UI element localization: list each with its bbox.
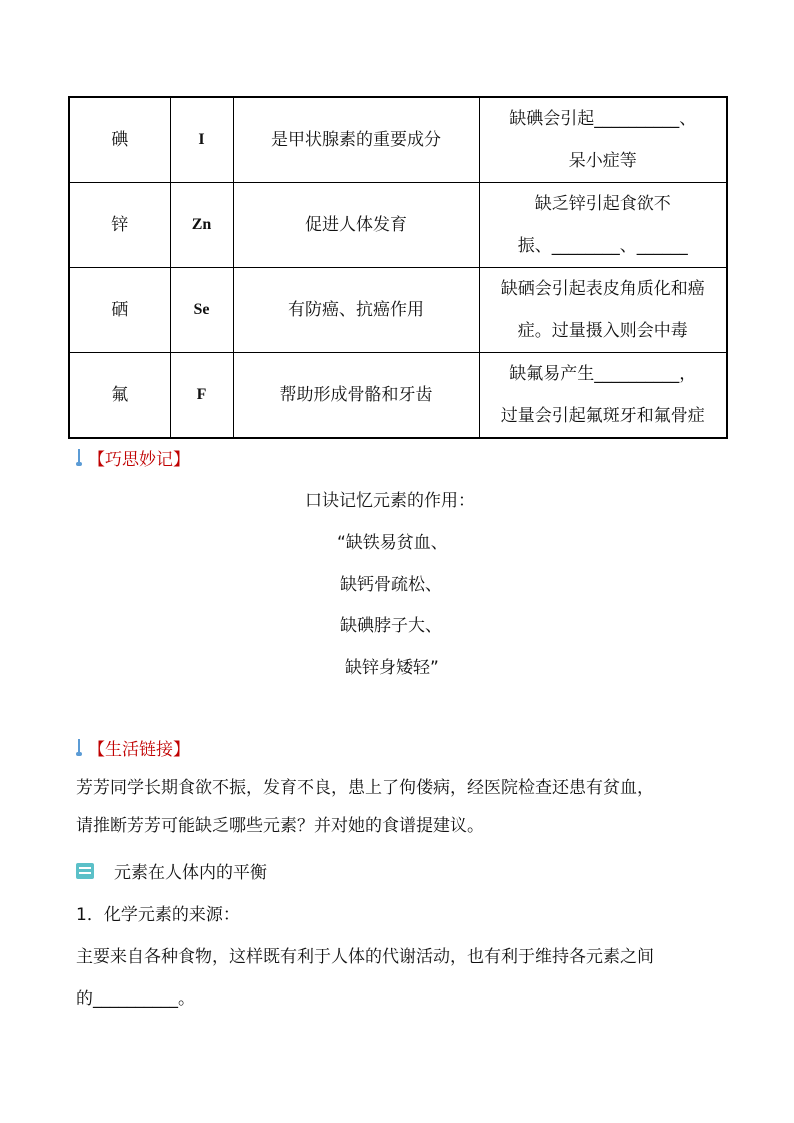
- deficiency-line: 症。过量摄入则会中毒: [517, 321, 688, 341]
- element-role: 促进人体发育: [233, 183, 479, 268]
- element-role: 是甲状腺素的重要成分: [233, 97, 479, 183]
- table-row: [69, 183, 727, 268]
- mnemonic-intro: 口诀记忆元素的作用：: [305, 491, 475, 511]
- element-role: 帮助形成骨骼和牙齿: [233, 353, 479, 439]
- mnemonic-line: “缺铁易贫血、: [337, 533, 448, 553]
- element-name: 硒: [69, 268, 170, 353]
- element-role: 有防癌、抗癌作用: [233, 268, 479, 353]
- element-symbol: I: [170, 97, 233, 183]
- deficiency-line: 过量会引起氟斑牙和氟骨症: [500, 406, 705, 426]
- deficiency-line: 振、________、______: [517, 236, 688, 256]
- life-heading: [76, 735, 190, 760]
- section-title: 元素在人体内的平衡: [114, 863, 267, 883]
- mnemonic-line: 缺钙骨疏松、: [340, 575, 442, 595]
- pin-icon: [76, 739, 82, 757]
- element-symbol: Zn: [170, 183, 233, 268]
- deficiency-cell: [479, 353, 727, 439]
- deficiency-cell: [479, 183, 727, 268]
- deficiency-line: 缺氟易产生__________，: [509, 364, 697, 384]
- table-row: [69, 353, 727, 439]
- pin-icon: [76, 449, 82, 467]
- life-question-line: 请推断芳芳可能缺乏哪些元素？并对她的食谱提建议。: [76, 816, 484, 836]
- element-symbol: Se: [170, 268, 233, 353]
- element-table: [68, 96, 728, 439]
- element-name: 锌: [69, 183, 170, 268]
- section-heading: [76, 858, 267, 883]
- table-row: [69, 268, 727, 353]
- element-name: 碘: [69, 97, 170, 183]
- mnemonic-line: 缺碘脖子大、: [340, 616, 442, 636]
- tips-heading-label: 【巧思妙记】: [88, 450, 190, 470]
- element-symbol: F: [170, 353, 233, 439]
- section-body: [76, 896, 726, 1018]
- mnemonic-line: 缺锌身矮轻”: [345, 658, 439, 678]
- life-heading-label: 【生活链接】: [88, 740, 190, 760]
- list-icon: [76, 863, 94, 879]
- deficiency-line: 缺乏锌引起食欲不: [534, 194, 671, 214]
- section-item: 1．化学元素的来源：: [76, 905, 240, 925]
- section-text: 的__________。: [76, 989, 195, 1009]
- deficiency-line: 呆小症等: [568, 151, 637, 171]
- element-name: 氟: [69, 353, 170, 439]
- deficiency-line: 缺硒会引起表皮角质化和癌: [500, 279, 705, 299]
- life-question-line: 芳芳同学长期食欲不振，发育不良，患上了佝偻病，经医院检查还患有贫血，: [76, 778, 654, 798]
- life-question: [76, 769, 726, 845]
- section-text: 主要来自各种食物，这样既有利于人体的代谢活动，也有利于维持各元素之间: [76, 947, 654, 967]
- deficiency-cell: [479, 268, 727, 353]
- deficiency-cell: [479, 97, 727, 183]
- table-row: [69, 97, 727, 183]
- deficiency-line: 缺碘会引起__________、: [509, 109, 697, 129]
- tips-heading: [76, 445, 190, 470]
